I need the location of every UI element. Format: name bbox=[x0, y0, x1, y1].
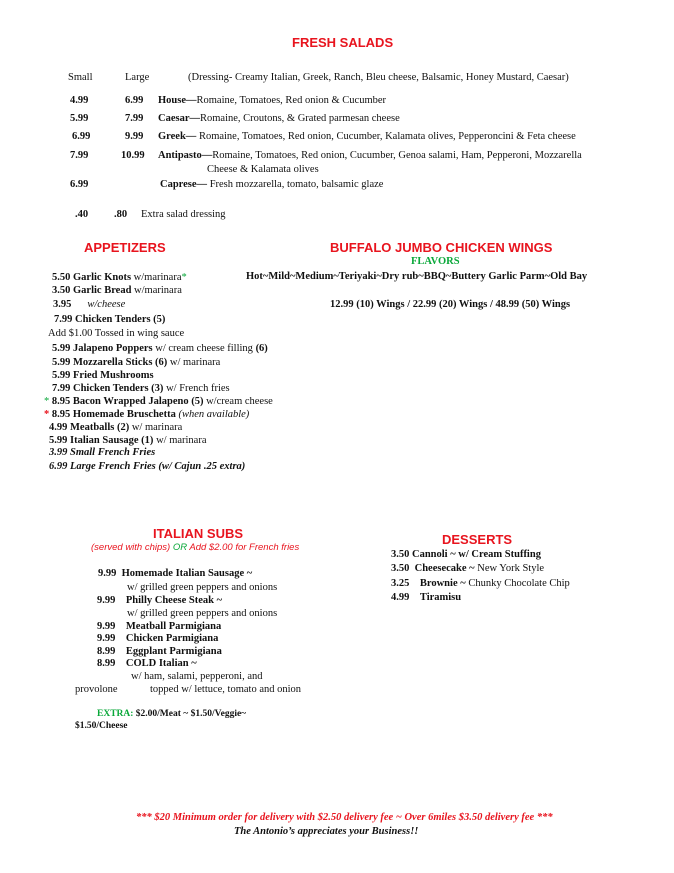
list-item: 5.50 Garlic Knots w/marinara* bbox=[52, 272, 187, 283]
salad-name: House— bbox=[158, 95, 197, 106]
list-item: 9.99 Chicken Parmigiana bbox=[97, 633, 219, 644]
list-item bbox=[158, 113, 400, 124]
sub-desc: topped w/ lettuce, tomato and onion bbox=[150, 684, 302, 695]
asterisk-mark: * bbox=[181, 272, 187, 283]
extra-dressing-label: Extra salad dressing bbox=[141, 209, 226, 220]
list-item bbox=[160, 179, 383, 190]
wings-title: BUFFALO JUMBO CHICKEN WINGS bbox=[330, 240, 553, 255]
salad-name: Greek— bbox=[158, 131, 199, 142]
small-fries: 3.99 Small French Fries bbox=[49, 447, 156, 458]
wings-flavors-label: FLAVORS bbox=[411, 256, 460, 267]
salad-small-price: 6.99 bbox=[70, 179, 89, 190]
extra-dressing-large: .80 bbox=[114, 209, 128, 220]
appetizers-title: APPETIZERS bbox=[84, 240, 166, 255]
list-item: 3.25 Brownie ~ Chunky Chocolate Chip bbox=[391, 578, 570, 589]
wings-flavors: Hot~Mild~Medium~Teriyaki~Dry rub~BBQ~Buttery Garlic Parm~Old Bay bbox=[246, 271, 588, 282]
list-item bbox=[158, 150, 582, 161]
salad-small-price: 6.99 bbox=[72, 131, 91, 142]
sub-desc: w/ grilled green peppers and onions bbox=[127, 582, 278, 593]
subs-extra-cheese: $1.50/Cheese bbox=[75, 721, 128, 731]
salad-desc: Romaine, Croutons, & Grated parmesan cheese bbox=[200, 113, 400, 124]
sub-desc: provolone bbox=[75, 684, 118, 695]
salads-title: FRESH SALADS bbox=[292, 35, 394, 50]
salad-small-price: 4.99 bbox=[70, 95, 89, 106]
salad-desc: Romaine, Tomatoes, Red onion, Cucumber, Kalamata olives, Pepperoncini & Feta cheese bbox=[198, 131, 576, 142]
salad-desc: Fresh mozzarella, tomato, balsamic glaze bbox=[209, 179, 384, 190]
list-item: 9.99 Homemade Italian Sausage ~ bbox=[98, 568, 253, 579]
salad-desc: Romaine, Tomatoes, Red onion, Cucumber, Genoa salami, Ham, Pepperoni, Mozzarella bbox=[212, 150, 582, 161]
salad-name: Antipasto— bbox=[158, 150, 213, 161]
salad-large-price: 6.99 bbox=[125, 95, 144, 106]
salads-col-large: Large bbox=[125, 72, 150, 83]
desserts-title: DESSERTS bbox=[442, 532, 513, 547]
large-fries: 6.99 Large French Fries (w/ Cajun .25 extra) bbox=[49, 461, 246, 472]
salad-small-price: 5.99 bbox=[70, 113, 89, 124]
salad-desc-continued: Cheese & Kalamata olives bbox=[207, 164, 319, 175]
salad-desc: Romaine, Tomatoes, Red onion & Cucumber bbox=[196, 95, 387, 106]
asterisk-mark: * bbox=[44, 396, 50, 407]
list-item: * 8.95 Homemade Bruschetta (when available) bbox=[44, 409, 250, 420]
list-item: 4.99 Meatballs (2) w/ marinara bbox=[49, 422, 183, 433]
list-item: 7.99 Chicken Tenders (5) bbox=[54, 314, 166, 325]
list-item bbox=[158, 131, 576, 142]
subs-extra: EXTRA: $2.00/Meat ~ $1.50/Veggie~ bbox=[97, 709, 247, 719]
salads-col-small: Small bbox=[68, 72, 93, 83]
delivery-note: *** $20 Minimum order for delivery with $2.50 delivery fee ~ Over 6miles $3.50 delivery fee *** bbox=[136, 812, 553, 823]
list-item: 3.95 w/cheese bbox=[53, 299, 126, 310]
list-item: 9.99 Meatball Parmigiana bbox=[97, 621, 222, 632]
salad-name: Caprese— bbox=[160, 179, 210, 190]
tossed-note: Add $1.00 Tossed in wing sauce bbox=[48, 328, 185, 339]
subs-note: (served with chips) OR Add $2.00 for French fries bbox=[91, 542, 300, 553]
list-item: 8.99 COLD Italian ~ bbox=[97, 658, 197, 669]
list-item: 5.99 Mozzarella Sticks (6) w/ marinara bbox=[52, 357, 221, 368]
salad-small-price: 7.99 bbox=[70, 150, 89, 161]
asterisk-mark: * bbox=[44, 409, 50, 420]
wings-prices: 12.99 (10) Wings / 22.99 (20) Wings / 48.99 (50) Wings bbox=[330, 299, 571, 310]
list-item: 3.50 Cannoli ~ w/ Cream Stuffing bbox=[391, 549, 541, 560]
list-item: 5.99 Italian Sausage (1) w/ marinara bbox=[49, 435, 207, 446]
list-item: 3.50 Cheesecake ~ New York Style bbox=[391, 563, 545, 574]
list-item: 9.99 Philly Cheese Steak ~ bbox=[97, 595, 223, 606]
list-item: 4.99 Tiramisu bbox=[391, 592, 462, 603]
list-item: * 8.95 Bacon Wrapped Jalapeno (5) w/cream cheese bbox=[44, 396, 273, 407]
subs-title: ITALIAN SUBS bbox=[153, 526, 244, 541]
list-item: 5.99 Jalapeno Poppers w/ cream cheese filling (6) bbox=[52, 343, 268, 354]
list-item: 7.99 Chicken Tenders (3) w/ French fries bbox=[52, 383, 230, 394]
list-item: 5.99 Fried Mushrooms bbox=[52, 370, 154, 381]
salad-large-price: 7.99 bbox=[125, 113, 144, 124]
list-item bbox=[158, 95, 386, 106]
salad-name: Caesar— bbox=[158, 113, 200, 124]
list-item: 3.50 Garlic Bread w/marinara bbox=[52, 285, 182, 296]
list-item: 8.99 Eggplant Parmigiana bbox=[97, 646, 222, 657]
salads-dressing-note: (Dressing- Creamy Italian, Greek, Ranch, Bleu cheese, Balsamic, Honey Mustard, Caesar) bbox=[188, 72, 569, 83]
sub-desc: w/ ham, salami, pepperoni, and bbox=[131, 671, 263, 682]
extra-dressing-small: .40 bbox=[75, 209, 89, 220]
thanks-note: The Antonio’s appreciates your Business!! bbox=[234, 826, 419, 837]
salad-large-price: 9.99 bbox=[125, 131, 144, 142]
salad-large-price: 10.99 bbox=[121, 150, 145, 161]
sub-desc: w/ grilled green peppers and onions bbox=[127, 608, 278, 619]
